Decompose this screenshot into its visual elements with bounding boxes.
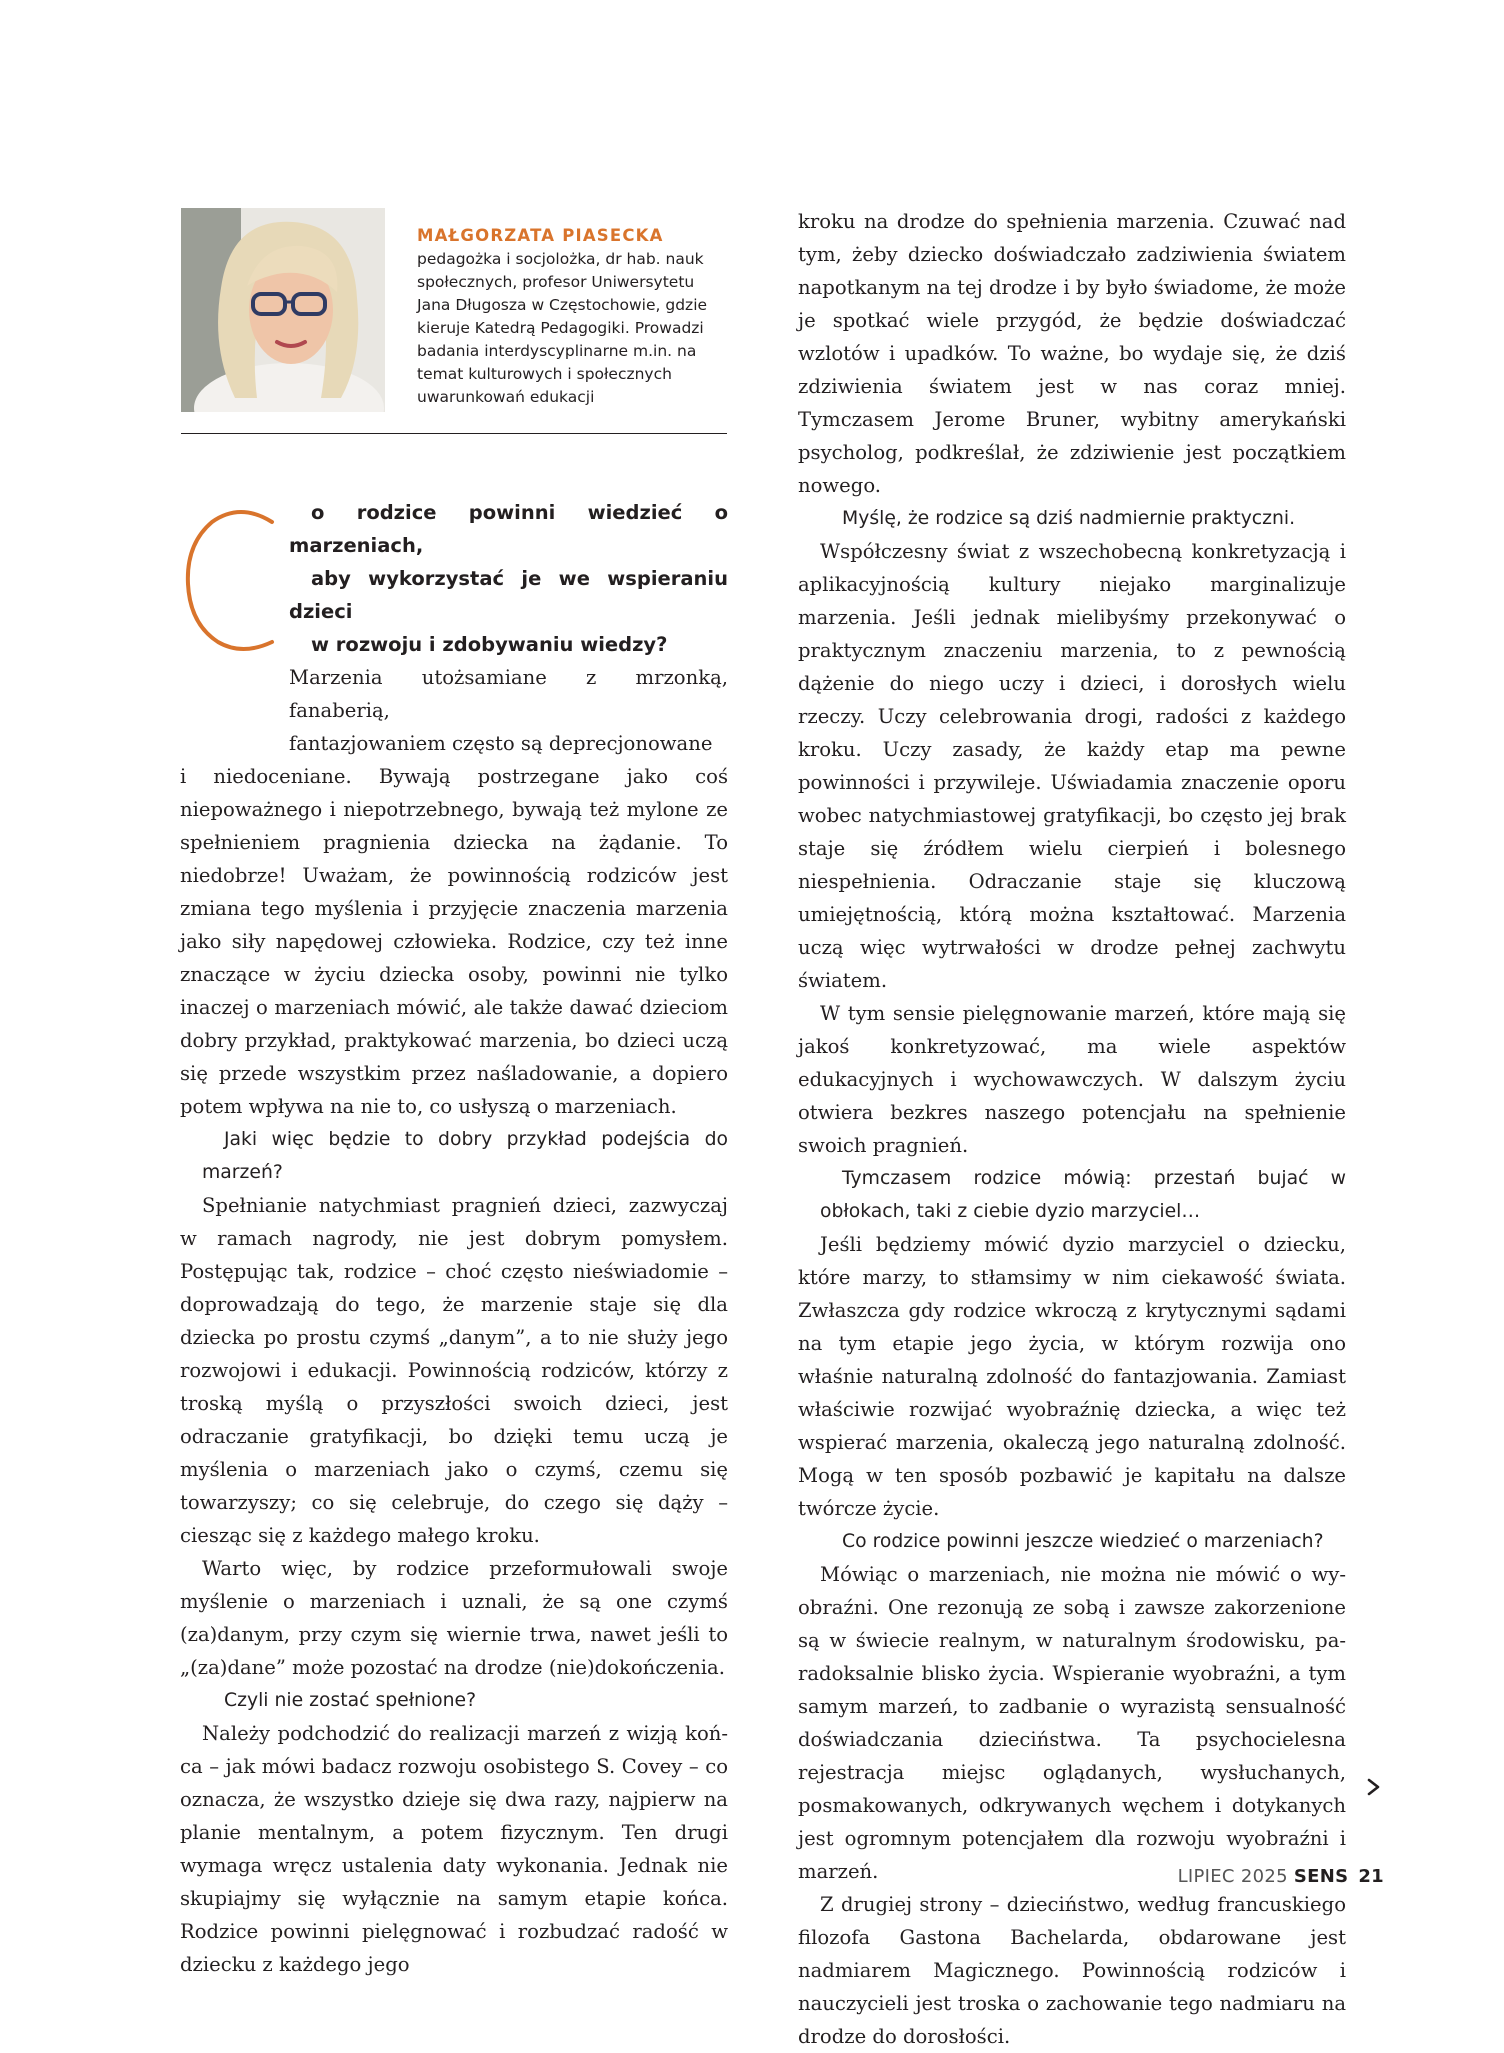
paragraph: Mówiąc o marzeniach, nie można nie mówić o wyobraźni. One rezonują ze sobą i zawsze zakorzenione są w świecie realnym, w naturalnym środowisku, paradoksalnie blisko życia. Wspieranie wyobraźni, a tym samym marzeń, to zadbanie o wyrazistą sensualność doświadczania dzieciństwa. Ta psychocielesna rejestracja miejsc oglądanych, wysłuchanych, posmakowanych, odkrywanych węchem i dotykanych jest ogromnym potencjałem dla rozwoju wyobraźni i marzeń.: [798, 1563, 1346, 1883]
bio-line: uwarunkowań edukacji: [417, 388, 595, 406]
interview-question: Czyli nie zostać spełnione?: [224, 1690, 477, 1711]
paragraph: Jeśli będziemy mówić dyzio marzyciel o dziecku, które marzy, to stłamsimy w nim ciekawość świata. Zwłaszcza gdy rodzice wkroczą z krytycznymi sądami na tym etapie jego życia, w którym rozwija ono właśnie naturalną zdolność do fantazjowania. Zamiast właściwie rozwijać wyobraźnię dziecka, a więc też wspierać marzenia, okaleczą jego naturalną zdolność. Mogą w ten sposób pozbawić je kapitału na dalsze twórcze życie.: [798, 1233, 1346, 1520]
portrait-illustration: [181, 208, 385, 412]
paragraph: Współczesny świat z wszechobecną konkretyzacją i aplikacyjnością kultury niejako marginalizuje marzenia. Jeśli jednak mielibyśmy przekonywać o praktycznym znaczeniu marzenia, to z pewnością dążenie do niego uczy i dzieci, i dorosłych wielu rzeczy. Uczy celebrowania drogi, radości z każdego kroku. Uczy zasady, że każdy etap ma pewne powinności i przywileje. Uświadamia znaczenie oporu wobec natychmiastowej gratyfikacji, bo często jej brak staje się źródłem wielu cierpień i bolesnego niespełnienia. Odraczanie staje się kluczową umiejętnością, którą można kształtować. Marzenia uczą więc wytrwałości w drodze pełnej zachwytu światem.: [798, 540, 1346, 992]
page-number: 21: [1358, 1866, 1384, 1887]
paragraph: Spełnianie natychmiast pragnień dzieci, zazwyczaj w ramach nagrody, nie jest dobrym pomysłem. Postępując tak, rodzice – choć często nieświadomie – doprowadzają do tego, że marzenie staje się dla dziecka po prostu czymś „danym”, a to nie służy jego rozwojowi i edukacji. Powinnością rodziców, którzy z troską myślą o przyszłości swoich dzieci, jest odraczanie gratyfikacji, bo dzięki temu uczą je myślenia o marzeniach jako o czymś, czemu się towarzyszy; co się celebruje, do czego się dąży – ciesząc się z każdego małego kroku.: [180, 1194, 728, 1547]
bio-line: pedagożka i socjolożka, dr hab. nauk: [417, 250, 704, 268]
bio-line: temat kulturowych i społecznych: [417, 365, 672, 383]
bio-line: Jana Długosza w Częstochowie, gdzie: [417, 296, 708, 314]
article-column-left: [180, 496, 728, 1981]
paragraph: W tym sensie pielęgnowanie marzeń, które mają się jakoś konkretyzować, ma wiele aspektów edukacyjnych i wychowawczych. W dalszym życiu otwiera bezkres naszego potencjału na spełnienie swoich pragnień.: [798, 1002, 1346, 1157]
author-name: MAŁGORZATA PIASECKA: [417, 226, 664, 245]
magazine-name: SENS: [1293, 1866, 1349, 1887]
drop-cap-c: [180, 504, 284, 654]
page-footer: [1178, 1866, 1384, 1887]
bio-line: społecznych, profesor Uniwersytetu: [417, 273, 695, 291]
intro-answer-lead: Marzenia utożsamiane z mrzonką, fanaberią,: [289, 666, 728, 722]
paragraph: Z drugiej strony – dzieciństwo, według francuskiego filozofa Gastona Bachelarda, obdarowane jest nadmiarem Magicznego. Powinnością rodziców i nauczycieli jest troska o zachowanie tego nadmiaru na drodze do dorosłości.: [798, 1893, 1346, 2048]
intro-answer-lead: fantazjowaniem często są deprecjonowane: [289, 732, 713, 755]
author-portrait: [181, 208, 385, 412]
intro-block: [180, 496, 728, 760]
intro-question-line: w rozwoju i zdobywaniu wiedzy?: [311, 633, 668, 656]
paragraph: kroku na drodze do spełnienia marzenia. Czuwać nad tym, żeby dziecko doświadczało zadziwienia światem napotkanym na tej drodze i by było świadome, że może je spotkać wiele przygód, że będzie doświadczać wzlotów i upadków. To ważne, bo wydaje się, że dziś zdziwienia światem jest w nas coraz mniej. Tymczasem Jerome Bruner, wybitny amerykański psycholog, podkreślał, że zdziwienie jest początkiem nowego.: [798, 210, 1346, 497]
bio-line: kieruje Katedrą Pedagogiki. Prowadzi: [417, 319, 704, 337]
interview-question: Jaki więc będzie to dobry przykład podejścia do marzeń?: [202, 1129, 728, 1183]
continue-arrow-icon: [1366, 1778, 1382, 1796]
interview-question: Tymczasem rodzice mówią: przestań bujać w obłokach, taki z ciebie dyzio marzyciel…: [820, 1168, 1346, 1222]
interview-question: Myślę, że rodzice są dziś nadmiernie praktyczni.: [842, 508, 1296, 529]
paragraph: i niedoceniane. Bywają postrzegane jako coś niepoważnego i niepotrzebnego, bywają też mylone ze spełnieniem pragnienia dziecka na żądanie. To niedobrze! Uważam, że powinnością rodziców jest zmiana tego myślenia i przyjęcie znaczenia marzenia jako siły napędowej człowieka. Rodzice, czy też inne znaczące w życiu dziecka osoby, powinni nie tylko inaczej o marzeniach mówić, ale także dawać dzieciom dobry przykład, praktykować marzenia, bo dzieci uczą się przede wszystkim przez naśladowanie, a dopiero potem wpływa na nie to, co usłyszą o marzeniach.: [180, 765, 728, 1118]
article-column-right: [798, 205, 1346, 2053]
intro-answer: [180, 661, 728, 760]
bio-line: badania interdyscyplinarne m.in. na: [417, 342, 697, 360]
paragraph: Warto więc, by rodzice przeformułowali swoje myślenie o marzeniach i uznali, że są one czymś (za)danym, przy czym się wiernie trwa, nawet jeśli to „(za)dane” może pozostać na drodze (nie)dokończenia.: [180, 1557, 728, 1679]
issue-date: LIPIEC 2025: [1177, 1866, 1288, 1887]
intro-question-line: o rodzice powinni wiedzieć o marzeniach,: [289, 501, 728, 557]
author-bio: [417, 224, 727, 409]
paragraph: Należy podchodzić do realizacji marzeń z wizją końca – jak mówi badacz rozwoju osobistego S. Covey – co oznacza, że wszystko dzieje się dwa razy, najpierw na planie mentalnym, a potem fizycznym. Ten drugi wymaga wręcz ustalenia daty wykonania. Jednak nie skupiajmy się wyłącznie na samym etapie końca. Rodzice powinni pielęgnować i rozbudzać radość w dziecku z każdego jego: [180, 1722, 728, 1976]
interview-question: Co rodzice powinni jeszcze wiedzieć o marzeniach?: [842, 1531, 1324, 1552]
bio-divider: [181, 433, 727, 434]
intro-question-line: aby wykorzystać je we wspieraniu dzieci: [289, 567, 728, 623]
